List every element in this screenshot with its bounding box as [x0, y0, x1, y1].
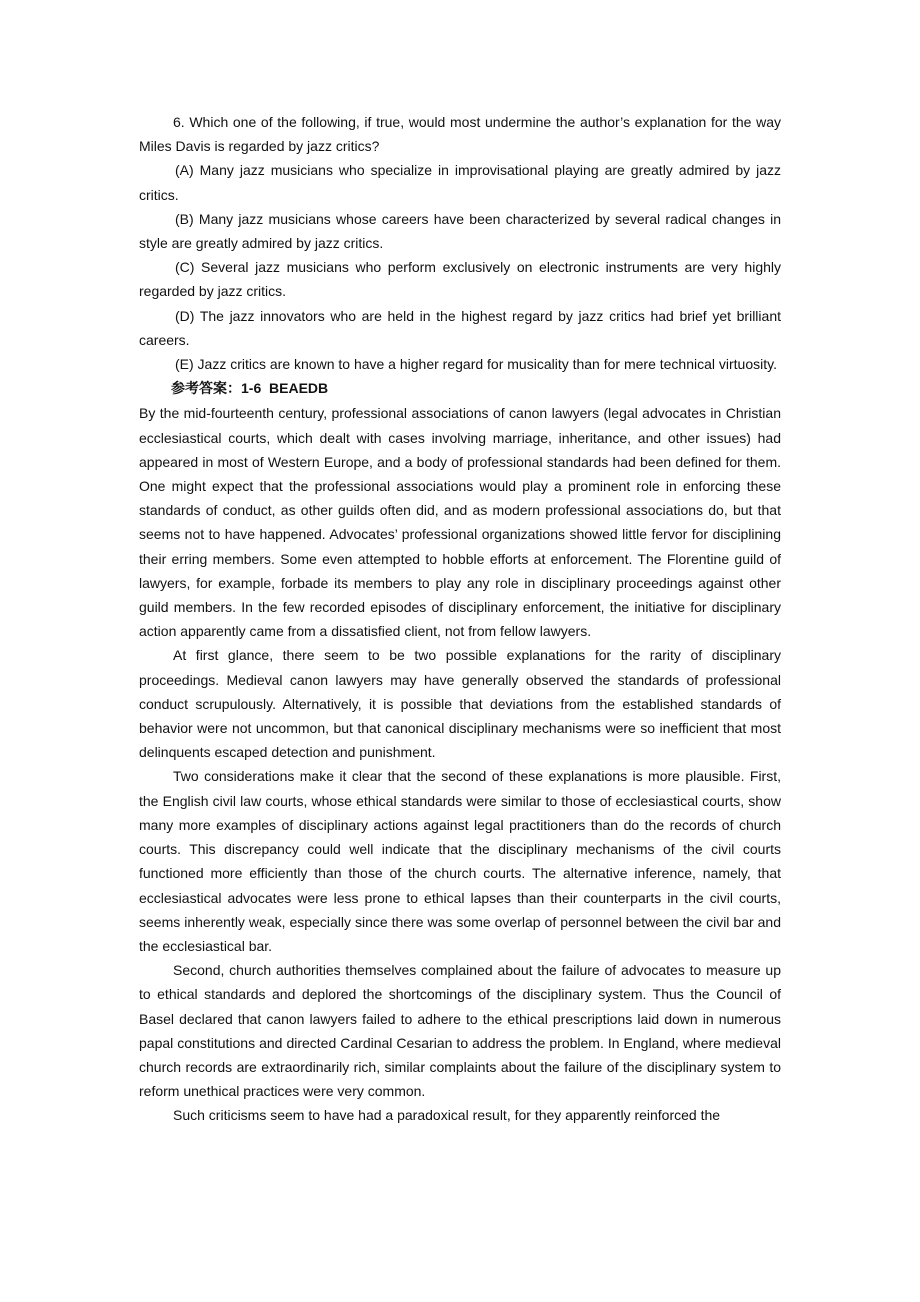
- question-stem: 6. Which one of the following, if true, would most undermine the author’s explanation for the way Miles Davis is regarded by jazz critics?: [139, 114, 781, 155]
- answer-key: [139, 376, 781, 401]
- option-a: (A) Many jazz musicians who specialize in improvisational playing are greatly admired by jazz critics.: [139, 162, 781, 203]
- option-d: (D) The jazz innovators who are held in the highest regard by jazz critics had brief yet brilliant careers.: [139, 307, 781, 348]
- passage-paragraph-4: Second, church authorities themselves complained about the failure of advocates to measure up to ethical standards and deplored the shortcomings of the disciplinary system. Thus the Council of Basel declared that canon lawyers failed to adhere to the ethical prescriptions laid down in numerous papal constitutions and directed Cardinal Cesarian to address the problem. In England, where medieval church records are extraordinarily rich, similar complaints about the failure of the disciplinary system to reform unethical practices were very common.: [139, 962, 781, 1100]
- passage-paragraph-1: By the mid-fourteenth century, professional associations of canon lawyers (legal advocates in Christian ecclesiastical courts, which dealt with cases involving marriage, inheritance, and other issues) had appeared in most of Western Europe, and a body of professional standards had been defined for them. One might expect that the professional associations would play a prominent role in enforcing these standards of conduct, as other guilds often did, and as modern professional associations do, but that seems not to have happened. Advocates’ professional organizations showed little fervor for disciplining their erring members. Some even attempted to hobble efforts at enforcement. The Florentine guild of lawyers, for example, forbade its members to play any role in disciplinary proceedings against other guild members. In the few recorded episodes of disciplinary enforcement, the initiative for disciplinary action apparently came from a dissatisfied client, not from fellow lawyers.: [139, 405, 781, 640]
- passage-paragraph-3: Two considerations make it clear that the second of these explanations is more plausible. First, the English civil law courts, whose ethical standards were similar to those of ecclesiastical courts, show many more examples of disciplinary actions against legal practitioners than do the records of church courts. This discrepancy could well indicate that the disciplinary mechanisms of the civil courts functioned more efficiently than those of the church courts. The alternative inference, namely, that ecclesiastical advocates were less prone to ethical lapses than their counterparts in the civil courts, seems inherently weak, especially since there was some overlap of personnel between the civil bar and the ecclesiastical bar.: [139, 768, 781, 954]
- option-c: (C) Several jazz musicians who perform exclusively on electronic instruments are very highly regarded by jazz critics.: [139, 259, 781, 300]
- option-e: (E) Jazz critics are known to have a higher regard for musicality than for mere technical virtuosity.: [175, 356, 777, 373]
- answer-key-value: 1-6 BEAEDB: [241, 380, 329, 397]
- passage-paragraph-2: At first glance, there seem to be two possible explanations for the rarity of disciplinary proceedings. Medieval canon lawyers may have generally observed the standards of professional conduct scrupulously. Alternatively, it is possible that deviations from the established standards of behavior were not uncommon, but that canonical disciplinary mechanisms were so inefficient that most delinquents escaped detection and punishment.: [139, 647, 781, 761]
- passage-paragraph-5: Such criticisms seem to have had a paradoxical result, for they apparently reinforced the: [173, 1107, 721, 1124]
- option-b: (B) Many jazz musicians whose careers have been characterized by several radical changes in style are greatly admired by jazz critics.: [139, 210, 781, 252]
- document-page: [139, 110, 781, 1128]
- answer-key-label: 参考答案：: [171, 381, 241, 398]
